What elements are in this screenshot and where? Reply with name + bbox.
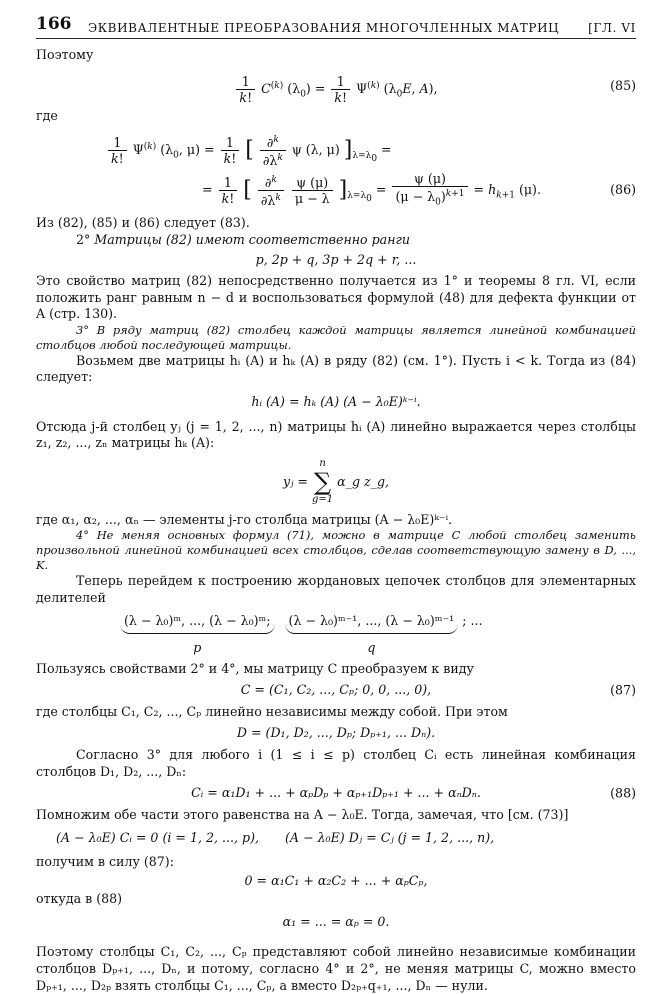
equation-number-88: (88) bbox=[610, 785, 636, 801]
paragraph-gde-stolbcy: где столбцы C₁, C₂, ..., Cₚ линейно независимы между собой. При этом bbox=[36, 703, 508, 719]
paragraph-poluchim: получим в силу (87): bbox=[36, 854, 174, 870]
equation-87: C = (C₁, C₂, ..., Cₚ; 0, 0, ..., 0), (87) bbox=[240, 682, 636, 698]
elementary-divisors: $\frac{\text{(λ − λ₀)ᵐ, ..., (λ − λ₀)ᵐ;}}{p}$ $\frac{\text{(λ − λ₀)ᵐ⁻¹, ..., (λ − λ₀)ᵐ⁻¹}}{q}$ ; ... bbox=[36, 613, 636, 657]
equation-85: $\frac{1}{k!}$ $C^{(k)}$ $(\lambda_0)$ = $\frac{1}{k!}$ $\Psi^{(k)}$ ($\lambda_0E$, A), (85) bbox=[36, 69, 636, 103]
paragraph-gde: где bbox=[36, 107, 58, 123]
equation-number-87: (87) bbox=[610, 682, 636, 698]
equation-alpha-zero: α₁ = ... = αₚ = 0. bbox=[282, 913, 390, 929]
page-number: 166 bbox=[36, 14, 72, 34]
chapter-marker: [ГЛ. VI bbox=[588, 21, 636, 35]
paragraph-gde-alpha: где α₁, α₂, ..., αₙ — элементы j-го столбца матрицы (A − λ₀E)ᵏ⁻ⁱ. bbox=[36, 511, 453, 527]
paragraph-iz: Из (82), (85) и (86) следует (83). bbox=[36, 215, 250, 231]
paragraph-otsyuda: Отсюда j-й столбец yⱼ (j = 1, 2, ..., n) матрицы hᵢ (A) линейно выражается через столбцы z₁, z₂, ..., zₙ матрицы hₖ (A): bbox=[36, 418, 636, 451]
paragraph-polzuyas: Пользуясь свойствами 2° и 4°, мы матрицу C преобразуем к виду bbox=[36, 660, 474, 676]
equation-number-86: (86) bbox=[610, 182, 636, 198]
equation-73-pair: (A − λ₀E) Cᵢ = 0 (i = 1, 2, ..., p), (A − λ₀E) Dⱼ = Cⱼ (j = 1, 2, ..., n), bbox=[56, 830, 495, 846]
paragraph-soglasno: Согласно 3° для любого i (1 ≤ i ≤ p) столбец Cᵢ есть линейная комбинация столбцов D₁, D₂, ..., Dₙ: bbox=[36, 747, 636, 779]
equation-zero-combination: 0 = α₁C₁ + α₂C₂ + ... + αₚCₚ, bbox=[244, 872, 428, 888]
paragraph-property-2 bbox=[36, 232, 636, 249]
property-2-text: Матрицы (82) имеют соответственно ранги bbox=[94, 231, 410, 247]
paragraph-poetomu: Поэтому bbox=[36, 47, 94, 62]
equation-86-line-1: $\frac{1}{k!}$ $\Psi^{(k)}$ ($\lambda_0$, μ) = $\frac{1}{k!}$ [ $\frac{\partial^k}{\partial\lambda^k}$ ψ (λ, μ) ]$_{\lambda=\lambda_0}$ = bbox=[36, 129, 636, 165]
paragraph-teper: Теперь перейдем к построению жордановых цепочек столбцов для элементарных делителей bbox=[36, 573, 636, 605]
paragraph-otkuda: откуда в (88) bbox=[36, 891, 123, 907]
paragraph-property-4: 4° Не меняя основных формул (71), можно в матрице C любой столбец заменить произвольной линейной комбинацией всех столбцов, сделав соответствующую замену в D, ..., K. bbox=[36, 528, 636, 573]
brace-group-p: $\frac{\text{(λ − λ₀)ᵐ, ..., (λ − λ₀)ᵐ;}}{p}$ bbox=[120, 613, 275, 657]
paragraph-svoistvo: Это свойство матриц (82) непосредственно получается из 1° и теоремы 8 гл. VI, если положить ранг равным n − d и воспользоваться формулой (48) для дефекта функции от A (стр. 130). bbox=[36, 272, 636, 322]
equation-84-derived: hᵢ (A) = hₖ (A) (A − λ₀E)ᵏ⁻ⁱ. bbox=[251, 393, 421, 409]
ranks-formula: p, 2p + q, 3p + 2q + r, ... bbox=[255, 252, 417, 268]
paragraph-final: Поэтому столбцы C₁, C₂, ..., Cₚ представляют собой линейно независимые комбинации столбцов Dₚ₊₁, ..., Dₙ, и потому, согласно 4° и 2°, не меняя матрицы C, можно вместо Dₚ₊₁, ..., D₂ₚ взять столбцы C₁, ..., Cₚ, а вместо D₂ₚ₊q₊₁, ..., Dₙ — нули. bbox=[36, 944, 636, 993]
paragraph-pomnozhim: Помножим обе части этого равенства на A − λ₀E. Тогда, замечая, что [см. (73)] bbox=[36, 806, 569, 822]
equation-number-85: (85) bbox=[610, 77, 636, 93]
paragraph-property-3: 3° В ряду матриц (82) столбец каждой матрицы является линейной комбинацией столбцов любой последующей матрицы. bbox=[36, 322, 636, 352]
paragraph-vozmem: Возьмем две матрицы hᵢ (A) и hₖ (A) в ряду (82) (см. 1°). Пусть i < k. Тогда из (84) следует: bbox=[36, 352, 636, 385]
running-title: ЭКВИВАЛЕНТНЫЕ ПРЕОБРАЗОВАНИЯ МНОГОЧЛЕННЫХ МАТРИЦ bbox=[88, 21, 560, 35]
running-header bbox=[36, 14, 636, 39]
property-2-number: 2° bbox=[76, 231, 91, 247]
brace-group-q: $\frac{\text{(λ − λ₀)ᵐ⁻¹, ..., (λ − λ₀)ᵐ⁻¹}}{q}$ bbox=[285, 613, 459, 657]
equation-D: D = (D₁, D₂, ..., Dₚ; Dₚ₊₁, ... Dₙ). bbox=[236, 725, 436, 741]
summation-sign: n ∑ g=1 bbox=[311, 458, 334, 506]
equation-86-line-2: = $\frac{1}{k!}$ [ $\frac{\partial^k}{\partial\lambda^k}$ $\frac{\psi (\mu)}{\mu - \lambda}$ ]$_{\lambda=\lambda_0}$ = $\frac{\psi (\mu)}{(\mu - \lambda_0)^{k+1}}$ = $h_{k+1}$ (μ). (86) bbox=[202, 170, 636, 209]
equation-yj: yⱼ = n ∑ g=1 α_g z_g, bbox=[282, 458, 390, 506]
equation-88: Cᵢ = α₁D₁ + ... + αₚDₚ + αₚ₊₁Dₚ₊₁ + ... + αₙDₙ. (88) bbox=[191, 785, 636, 801]
